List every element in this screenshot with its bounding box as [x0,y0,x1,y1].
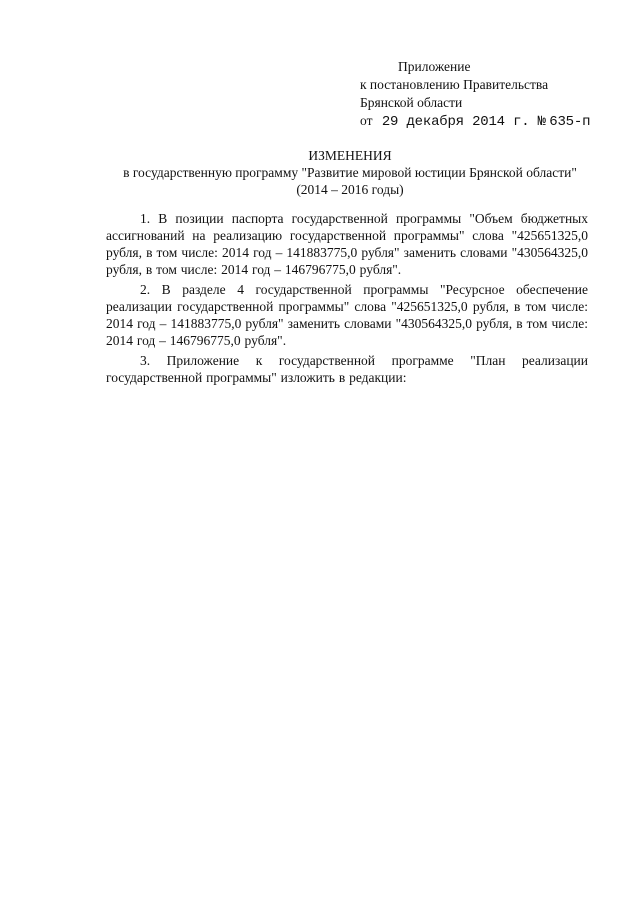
heading-subtitle: в государственную программу "Развитие мировой юстиции Брянской области" (2014 – 2016 годы) [123,165,577,197]
document-heading [120,147,580,198]
paragraph-1: 1. В позиции паспорта государственной программы "Объем бюджетных ассигнований на реализацию государственной программы" слова "425651325,0 рубля, в том числе: 2014 год – 141883775,0 рубля" заменить словами "430564325,0 рубля, в том числе: 2014 год – 146796775,0 рубля". [106,211,588,277]
appendix-block [360,58,620,131]
paragraph-2: 2. В разделе 4 государственной программы "Ресурсное обеспечение реализации государственной программы" слова "425651325,0 рубля, в том числе: 2014 год – 141883775,0 рубля" заменить словами "430564325,0 рубля, в том числе: 2014 год – 146796775,0 рубля". [106,282,588,348]
date-prefix: от [360,113,373,128]
paragraph-3: 3. Приложение к государственной программе "План реализации государственной программы" изложить в редакции: [106,353,588,385]
appendix-date-line [360,112,620,131]
appendix-title: Приложение [398,59,471,74]
date-value: 29 декабря 2014 г. № [381,114,546,130]
document-body [106,210,588,389]
appendix-region-line: Брянской области [360,95,463,110]
appendix-resolution-line: к постановлению Правительства [360,77,549,92]
resolution-number: 635-п [549,114,591,130]
heading-title: ИЗМЕНЕНИЯ [308,148,392,163]
